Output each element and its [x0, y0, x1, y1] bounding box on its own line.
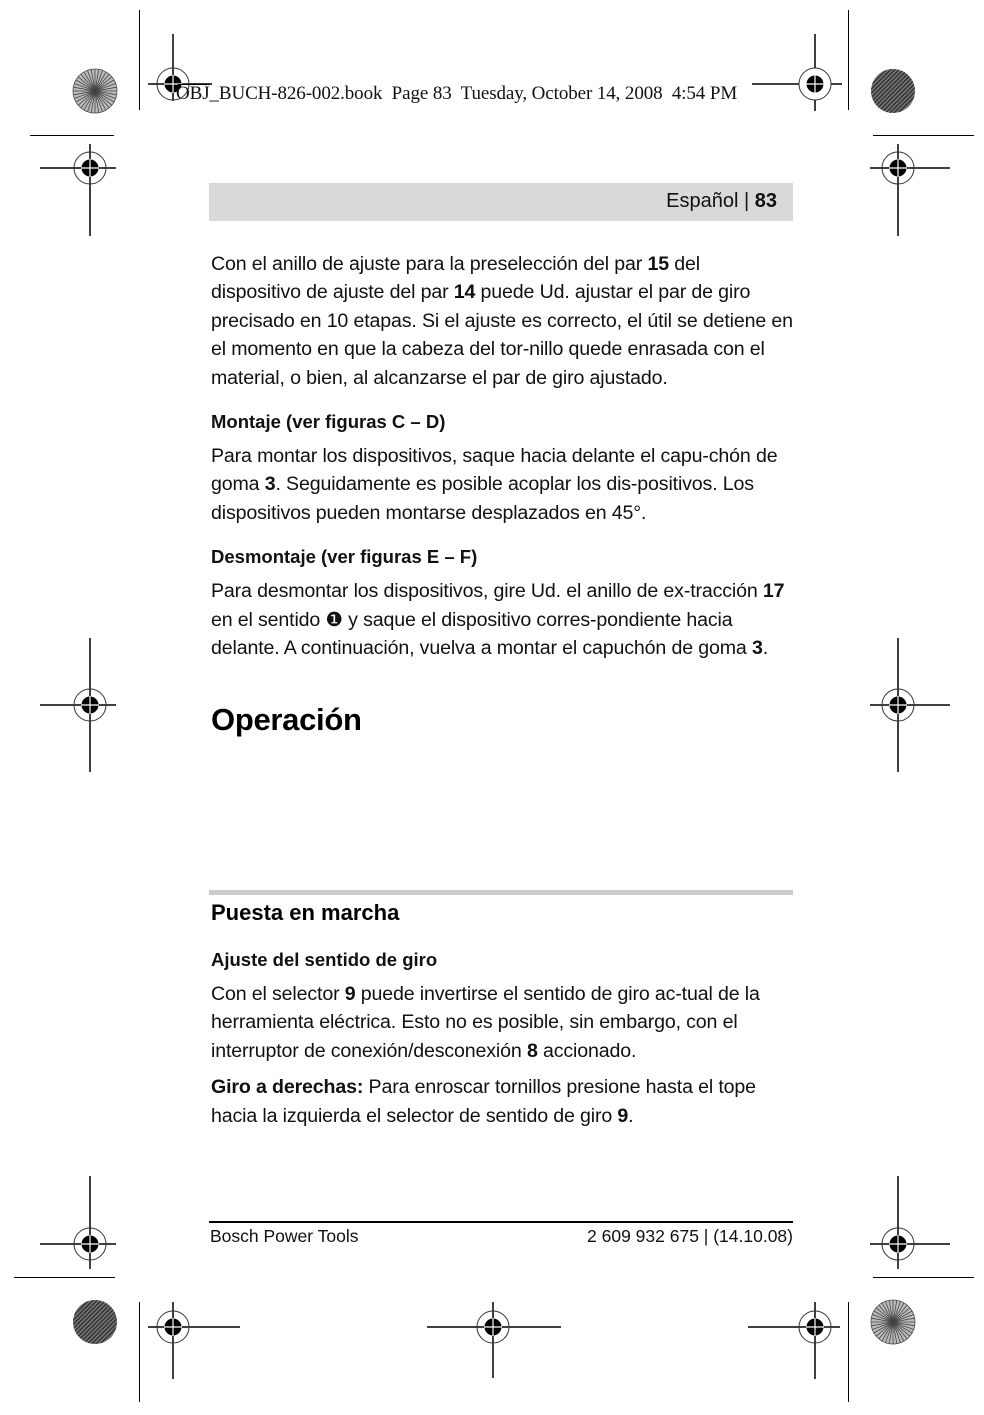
intro-paragraph: Con el anillo de ajuste para la preselección del par 15 del dispositivo de ajuste del par 14 puede Ud. ajustar el par de giro precisado en 10 etapas. Si el ajuste es correcto, el útil se detiene en el momento en que la cabeza del tor-nillo quede enrasada con el material, o bien, al alcanzarse el par de giro ajustado. [211, 253, 793, 389]
footer-rule [209, 1221, 793, 1223]
ref-number: 9 [617, 1104, 629, 1127]
ref-number: 8 [526, 1039, 538, 1062]
registration-target-mark [40, 144, 116, 236]
desmontaje-heading: Desmontaje (ver figuras E – F) [211, 546, 478, 568]
separator: | [738, 190, 755, 212]
crop-line [848, 1302, 849, 1402]
page-header-band [209, 183, 793, 221]
ref-number: 3 [264, 473, 276, 496]
page-number: 83 [754, 190, 777, 212]
desmontaje-paragraph: Para desmontar los dispositivos, gire Ud. el anillo de ex-tracción 17 en el sentido ❶ y saque el dispositivo corres-pondiente hacia delante. A continuación, vuelva a montar el capuchón de goma 3. [211, 580, 785, 660]
moire-mark-bottom-left [72, 1299, 118, 1350]
crop-line [139, 1302, 140, 1402]
registration-target-mark [870, 638, 950, 774]
registration-target-mark [870, 1176, 950, 1270]
ref-number: 3 [751, 637, 763, 660]
crop-line [14, 1277, 115, 1278]
registration-target-mark [40, 1176, 116, 1270]
sentido-heading: Ajuste del sentido de giro [211, 949, 438, 970]
registration-target-mark [148, 1302, 240, 1382]
color-wheel-mark-top-left [72, 68, 118, 119]
inline-label: Giro a derechas: [211, 1076, 364, 1099]
page-header-text [666, 190, 777, 213]
crop-line [30, 135, 114, 136]
derechas-paragraph: Giro a derechas: Para enroscar tornillos presione hasta el tope hacia la izquierda el selector de sentido de giro 9. [211, 1076, 756, 1127]
registration-target-mark [752, 34, 842, 112]
footer-publisher: Bosch Power Tools [210, 1226, 359, 1246]
registration-target-mark [870, 144, 950, 236]
crop-line [873, 1277, 974, 1278]
print-job-header: OBJ_BUCH-826-002.book Page 83 Tuesday, October 14, 2008 4:54 PM [176, 83, 738, 104]
main-content [211, 250, 793, 738]
ref-number: 15 [647, 253, 669, 275]
crop-line [848, 10, 849, 110]
language-label: Español [666, 190, 739, 212]
montaje-heading: Montaje (ver figuras C – D) [211, 411, 446, 433]
chapter-title: Operación [211, 702, 362, 738]
ref-number: 14 [453, 281, 476, 304]
ref-number: 17 [762, 580, 785, 603]
operation-content [211, 900, 793, 1130]
registration-target-mark [40, 638, 116, 774]
sentido-paragraph: Con el selector 9 puede invertirse el sentido de giro ac-tual de la herramienta eléctrica. Esto no es posible, sin embargo, con el interruptor de conexión/desconexión 8 accionado. [211, 983, 760, 1062]
direction-symbol-icon: ❶ [325, 608, 343, 631]
section-divider [209, 890, 793, 895]
moire-mark-top-right [870, 68, 916, 119]
ref-number: 9 [344, 983, 356, 1005]
crop-line [873, 135, 974, 136]
color-wheel-mark-bottom-right [870, 1299, 916, 1350]
registration-target-mark [748, 1302, 840, 1382]
crop-line [139, 10, 140, 110]
montaje-paragraph: Para montar los dispositivos, saque hacia delante el capu-chón de goma 3. Seguidamente es posible acoplar los dis-positivos. Los dispositivos pueden montarse desplazados en 45°. [211, 445, 778, 524]
footer-doc-number: 2 609 932 675 | (14.10.08) [587, 1226, 793, 1246]
section-title: Puesta en marcha [211, 900, 400, 925]
registration-target-mark [427, 1302, 561, 1380]
